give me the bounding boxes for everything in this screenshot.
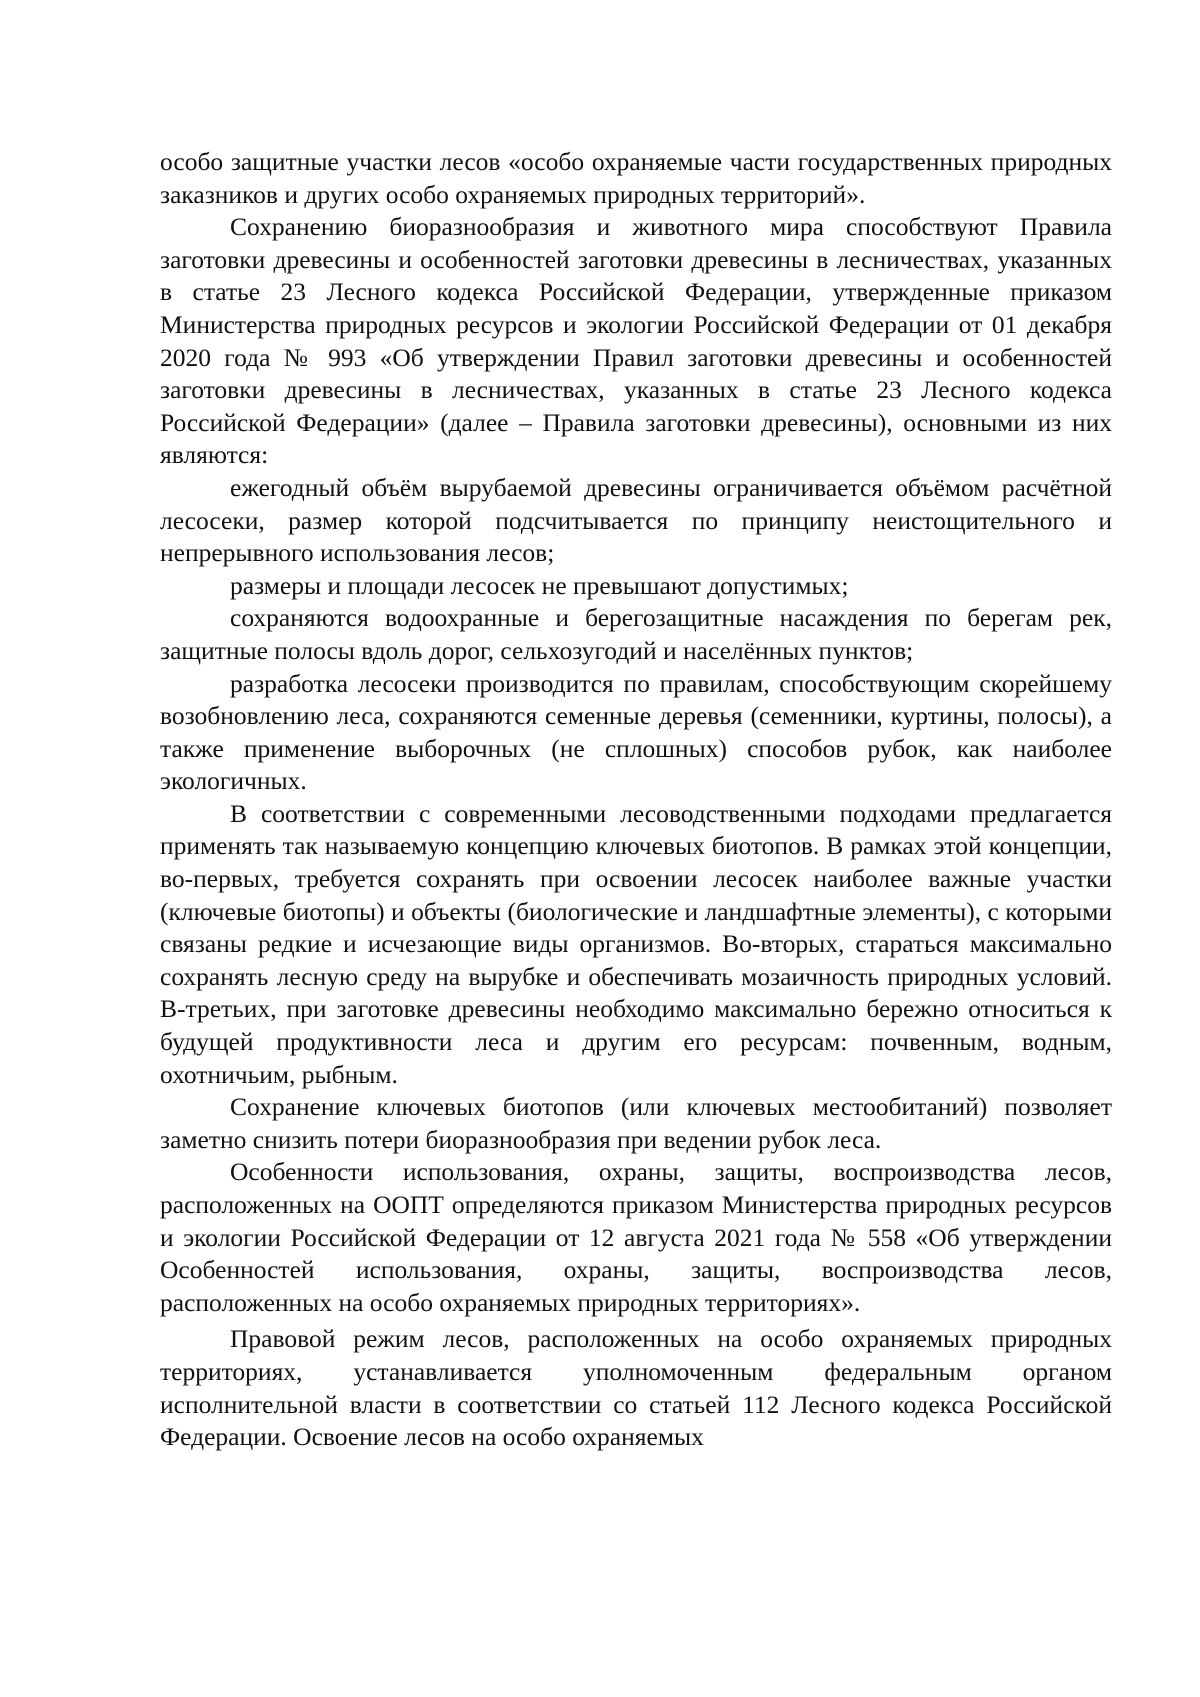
paragraph-7: В соответствии с современными лесоводственными подходами предлагается применять так называемую концепцию ключевых биотопов. В рамках этой концепции, во-первых, требуется сохранять при освоении лесосек наиболее важные участки (ключевые биотопы) и объекты (биологические и ландшафтные элементы), с которыми связаны редкие и исчезающие виды организмов. Во-вторых, стараться максимально сохранять лесную среду на вырубке и обеспечивать мозаичность природных условий. В-третьих, при заготовке древесины необходимо максимально бережно относиться к будущей продуктивности леса и другим его ресурсам: почвенным, водным, охотничьим, рыбным. <box>160 798 1112 1089</box>
paragraph-8: Сохранение ключевых биотопов (или ключевых местообитаний) позволяет заметно снизить потери биоразнообразия при ведении рубок леса. <box>160 1092 1112 1154</box>
paragraph-1: особо защитные участки лесов «особо охраняемые части государственных природных заказников и других особо охраняемых природных территорий». <box>160 147 1112 209</box>
paragraph-4: размеры и площади лесосек не превышают допустимых; <box>230 570 849 600</box>
paragraph-10: Правовой режим лесов, расположенных на особо охраняемых природных территориях, устанавливается уполномоченным федеральным органом исполнительной власти в соответствии со статьей 112 Лесного кодекса Российской Федерации. Освоение лесов на особо охраняемых <box>160 1324 1112 1452</box>
paragraph-9: Особенности использования, охраны, защиты, воспроизводства лесов, расположенных на ООПТ определяются приказом Министерства природных ресурсов и экологии Российской Федерации от 12 августа 2021 года № 558 «Об утверждении Особенностей использования, охраны, защиты, воспроизводства лесов, расположенных на особо охраняемых природных территориях». <box>160 1157 1112 1317</box>
paragraph-2: Сохранению биоразнообразия и животного мира способствуют Правила заготовки древесины и особенностей заготовки древесины в лесничествах, указанных в статье 23 Лесного кодекса Российской Федерации, утвержденные приказом Министерства природных ресурсов и экологии Российской Федерации от 01 декабря 2020 года № 993 «Об утверждении Правил заготовки древесины и особенностей заготовки древесины в лесничествах, указанных в статье 23 Лесного кодекса Российской Федерации» (далее – Правила заготовки древесины), основными из них являются: <box>160 212 1112 470</box>
paragraph-3: ежегодный объём вырубаемой древесины ограничивается объёмом расчётной лесосеки, размер которой подсчитывается по принципу неистощительного и непрерывного использования лесов; <box>160 472 1112 568</box>
paragraph-6: разработка лесосеки производится по правилам, способствующим скорейшему возобновлению леса, сохраняются семенные деревья (семенники, куртины, полосы), а также применение выборочных (не сплошных) способов рубок, как наиболее экологичных. <box>160 668 1112 796</box>
document-page <box>160 146 1112 1454</box>
paragraph-5: сохраняются водоохранные и берегозащитные насаждения по берегам рек, защитные полосы вдоль дорог, сельхозугодий и населённых пунктов; <box>160 603 1112 665</box>
